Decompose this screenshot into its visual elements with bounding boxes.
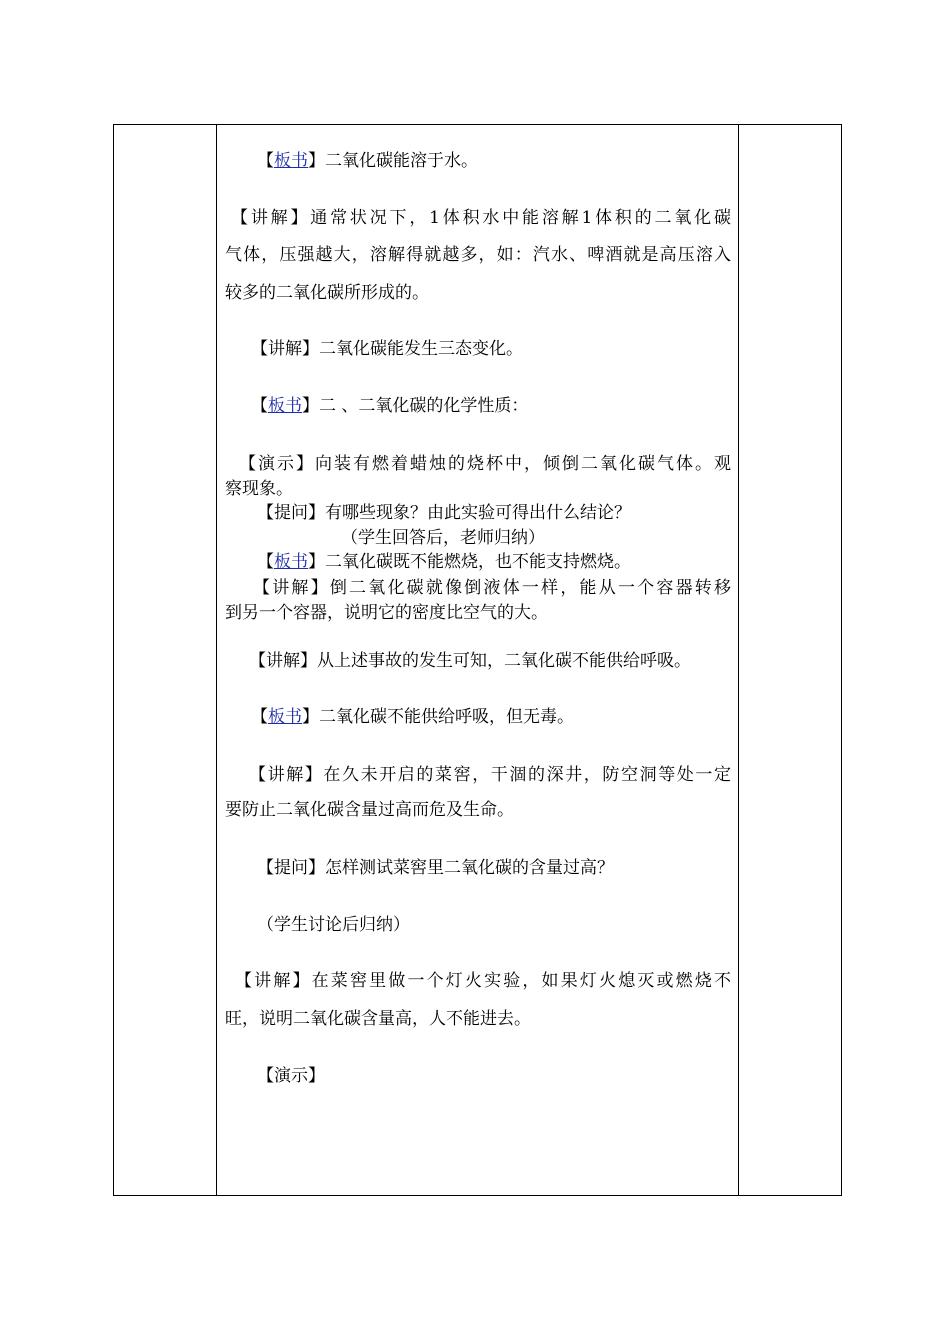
paragraph-blackboard-3: 【板书】二氧化碳既不能燃烧，也不能支持燃烧。 [257, 552, 631, 572]
paragraph-student-answer: （学生回答后，老师归纳） [341, 528, 545, 548]
blackboard-link[interactable]: 板书 [268, 396, 302, 416]
paragraph-explain-6-line-2: 旺，说明二氧化碳含量高，人不能进去。 [225, 1009, 531, 1029]
paragraph-question-2: 【提问】怎样测试菜窖里二氧化碳的含量过高？ [257, 858, 614, 878]
paragraph-explain-6-line-1: 【讲解】在菜窖里做一个灯火实验，如果灯火熄灭或燃烧不 [235, 971, 731, 991]
paragraph-demo-line-2: 察现象。 [225, 479, 293, 499]
paragraph-explain-1-line-1: 【讲解】通常状况下，1体积水中能溶解1体积的二氧化碳 [231, 208, 731, 228]
blackboard-link[interactable]: 板书 [274, 151, 308, 171]
paragraph-question-1: 【提问】有哪些现象？由此实验可得出什么结论？ [257, 503, 631, 523]
content-cell [217, 125, 738, 1195]
paragraph-explain-1-line-3: 较多的二氧化碳所形成的。 [225, 283, 429, 303]
blackboard-link[interactable]: 板书 [274, 552, 308, 572]
lesson-table [113, 124, 842, 1196]
paragraph-blackboard-1: 【板书】二氧化碳能溶于水。 [257, 151, 478, 171]
blackboard-link[interactable]: 板书 [268, 707, 302, 727]
paragraph-demo-line-1: 【演示】向装有燃着蜡烛的烧杯中，倾倒二氧化碳气体。观 [239, 454, 731, 474]
paragraph-explain-3-line-1: 【讲解】倒二氧化碳就像倒液体一样，能从一个容器转移 [253, 578, 731, 598]
paragraph-student-discussion: （学生讨论后归纳） [257, 915, 410, 935]
paragraph-blackboard-2: 【板书】二 、二氧化碳的化学性质： [251, 396, 529, 416]
paragraph-explain-2: 【讲解】二氧化碳能发生三态变化。 [251, 339, 523, 359]
paragraph-blackboard-4: 【板书】二氧化碳不能供给呼吸，但无毒。 [251, 707, 574, 727]
paragraph-explain-1-line-2: 气体，压强越大，溶解得就越多，如：汽水、啤酒就是高压溶入 [225, 245, 731, 265]
paragraph-demo-2: 【演示】 [257, 1066, 325, 1086]
paragraph-explain-5-line-1: 【讲解】在久未开启的菜窖，干涸的深井，防空洞等处一定 [249, 765, 731, 785]
paragraph-explain-4: 【讲解】从上述事故的发生可知，二氧化碳不能供给呼吸。 [249, 651, 691, 671]
paragraph-explain-3-line-2: 到另一个容器，说明它的密度比空气的大。 [225, 603, 548, 623]
paragraph-explain-5-line-2: 要防止二氧化碳含量过高而危及生命。 [225, 800, 514, 820]
